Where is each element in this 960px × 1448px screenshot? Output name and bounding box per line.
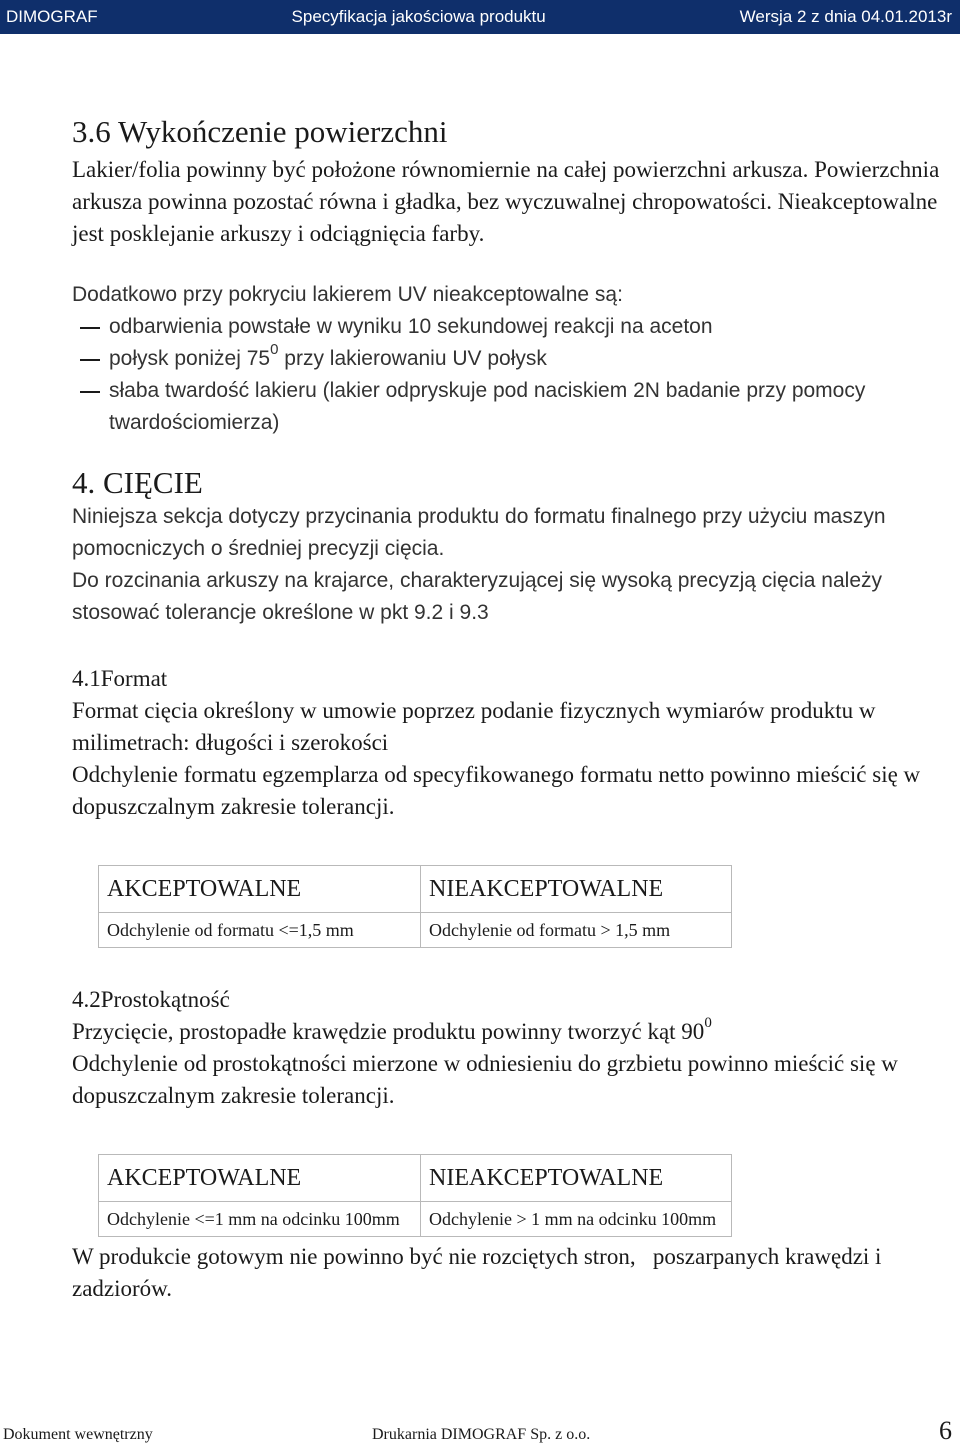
footer-company: Drukarnia DIMOGRAF Sp. z o.o. xyxy=(372,1426,591,1443)
table-header-acceptable: AKCEPTOWALNE xyxy=(99,866,421,913)
uv-intro: Dodatkowo przy pokryciu lakierem UV nieakceptowalne są: xyxy=(72,283,623,306)
section-3-6-heading: 3.6 Wykończenie powierzchni xyxy=(72,114,448,149)
section-4-heading: 4. CIĘCIE xyxy=(72,465,203,500)
squareness-tolerance-table xyxy=(98,1154,732,1237)
header-doc-title: Specyfikacja jakościowa produktu xyxy=(291,7,546,26)
document-body xyxy=(72,112,942,1305)
header-version: Wersja 2 z dnia 04.01.2013r xyxy=(739,7,952,26)
table-cell-unacceptable: Odchylenie od formatu > 1,5 mm xyxy=(421,913,732,948)
table-header-unacceptable: NIEAKCEPTOWALNE xyxy=(421,1155,732,1202)
table-header-unacceptable: NIEAKCEPTOWALNE xyxy=(421,866,732,913)
section-4-paragraph-2: Do rozcinania arkuszy na krajarce, charakteryzującej się wysoką precyzją cięcia należy stosować tolerancje określone w pkt 9.2 i 9.3 xyxy=(72,569,883,624)
header-company: DIMOGRAF xyxy=(6,7,98,26)
page-header xyxy=(0,0,960,34)
list-item: połysk poniżej $75^0$ przy lakierowaniu UV połysk xyxy=(72,343,942,375)
section-4-2-paragraph-2: Odchylenie od prostokątności mierzone w odniesieniu do grzbietu powinno mieścić się w dopuszczalnym zakresie tolerancji. xyxy=(72,1051,898,1108)
closing-paragraph: W produkcie gotowym nie powinno być nie rozciętych stron, poszarpanych krawędzi i zadziorów. xyxy=(72,1244,888,1301)
list-item: odbarwienia powstałe w wyniku 10 sekundowej reakcji na aceton xyxy=(72,311,942,343)
section-4-1-paragraph-1: Format cięcia określony w umowie poprzez podanie fizycznych wymiarów produktu w milimetrach: długości i szerokości xyxy=(72,698,876,755)
table-cell-acceptable: Odchylenie <=1 mm na odcinku 100mm xyxy=(99,1202,421,1237)
section-4-1-heading: 4.1Format xyxy=(72,666,168,691)
section-3-6-paragraph: Lakier/folia powinny być położone równomiernie na całej powierzchni arkusza. Powierzchnia arkusza powinna pozostać równa i gładka, bez wyczuwalnej chropowatości. Nieakceptowalne jest posklejanie arkuszy i odciągnięcia farby. xyxy=(72,157,940,246)
section-4-1-paragraph-2: Odchylenie formatu egzemplarza od specyfikowanego formatu netto powinno mieścić się w dopuszczalnym zakresie tolerancji. xyxy=(72,762,921,819)
degree-superscript: 0 xyxy=(704,1015,712,1032)
list-item: słaba twardość lakieru (lakier odpryskuje pod naciskiem 2N badanie przy pomocy twardościomierza) xyxy=(72,375,942,439)
page-number: 6 xyxy=(939,1416,952,1445)
uv-defects-list xyxy=(72,311,942,439)
degree-superscript: 0 xyxy=(270,341,279,358)
section-4-paragraph-1: Niniejsza sekcja dotyczy przycinania produktu do formatu finalnego przy użyciu maszyn pomocniczych o średniej precyzji cięcia. xyxy=(72,505,886,560)
footer-doc-type: Dokument wewnętrzny xyxy=(3,1426,153,1443)
table-header-acceptable: AKCEPTOWALNE xyxy=(99,1155,421,1202)
format-tolerance-table xyxy=(98,865,732,948)
page-footer xyxy=(0,1416,960,1448)
table-cell-acceptable: Odchylenie od formatu <=1,5 mm xyxy=(99,913,421,948)
section-4-2-paragraph-1: Przycięcie, prostopadłe krawędzie produktu powinny tworzyć kąt $90^0$ xyxy=(72,1015,712,1044)
table-cell-unacceptable: Odchylenie > 1 mm na odcinku 100mm xyxy=(421,1202,732,1237)
section-4-2-heading: 4.2Prostokątność xyxy=(72,987,230,1012)
